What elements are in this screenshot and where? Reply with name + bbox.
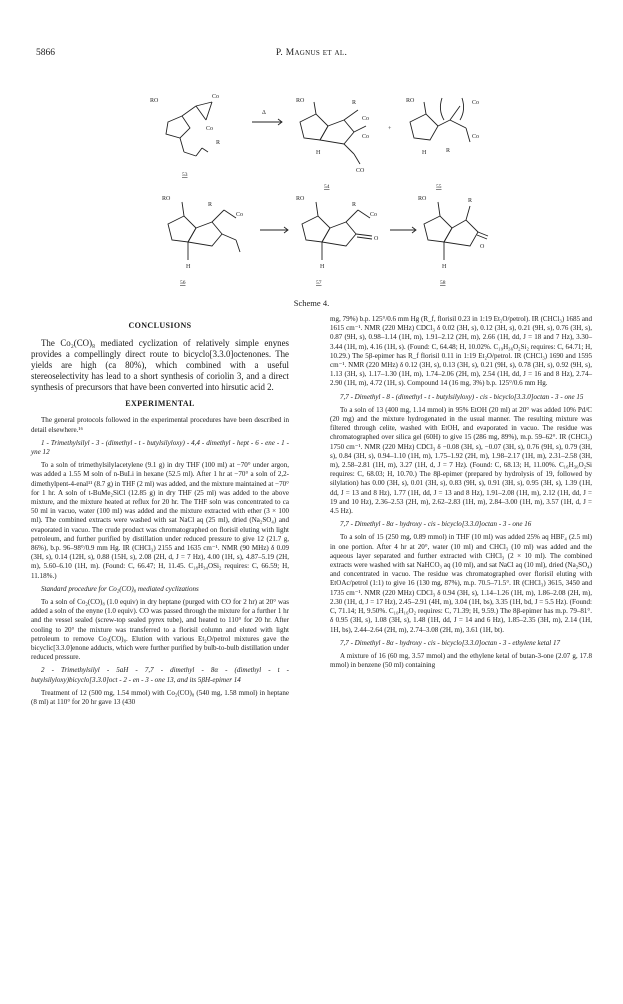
scheme-arrow-label: Δ <box>262 110 266 116</box>
compound-number-57: 57 <box>316 280 322 286</box>
label-h-54: H <box>316 150 321 156</box>
compound-13-procedure: Treatment of 12 (500 mg, 1.54 mmol) with Co₂(CO)₈ (540 mg, 1.58 mmol) in heptane (8 ml) at 110° for 20 hr gave 13 (430 <box>31 688 289 707</box>
scheme-plus: + <box>388 126 392 132</box>
compound-12-procedure: To a soln of trimethylsilylacetylene (9.1 g) in dry THF (100 ml) at −70° under argon, was added a 1.55 M soln of n-BuLi in hexane (52.5 ml). After 1 hr at −70° a soln of 2,2-dimethylpent-4-enal¹¹ (8.7 g) in THF (2 ml) was added, and the mixture maintained at −70° for 1 hr. A soln of t-BuMe₂SiCl (12.85 g) in dry THF (25 ml) was added to the above mixture, and the mixture heated at reflux for 20 hr. The THF soln was concentrated to ca 50 ml in vacuo, water (100 ml) was added and the mixture extracted with ether (3 × 100 ml). The combined extracts were washed with sat NaCl aq (25 ml), dried (Na₂SO₄) and evaporated in vacuo. The crude product was chromatographed on florisil eluting with light petroleum, and further purified by distillation under reduced pressure to give 12 (21.7 g, 86%), b.p. 96–98°/0.9 mm Hg. IR (CHCl₃) 2155 and 1635 cm⁻¹. NMR (90 MHz) δ 0.09 (3H, s), 0.14 (12H, s), 0.88 (15H, s), 2.08 (2H, d, J = 7 Hz), 4.00 (1H, s), 4.87–5.19 (2H, m), 5.60–6.10 (1H, m). (Found: C, 66.47; H, 11.45. C₁₈H₃₄OSi₂ requires: C, 66.59; H, 11.18%.) <box>31 461 289 580</box>
label-co-53b: Co <box>206 126 214 132</box>
compound-number-54: 54 <box>324 184 330 190</box>
label-co-56: Co <box>236 212 244 218</box>
reaction-scheme-drawing <box>140 80 490 295</box>
standard-procedure-text: To a soln of Co₂(CO)₈ (1.0 equiv) in dry heptane (purged with CO for 2 hr) at 20° was added a soln of the enyne (1.0 equiv). CO was passed through the mixture for a further 1 hr and the vessel sealed (screw-top sealed pyrex tube), and heated to 110° for 20 hr. After cooling to 20° the mixture was transferred to a florisil column and eluted with light petroleum to remove Co₂(CO)₈. Elution with various Et₂O/petrol mixtures gave the bicyclic[3.3.0]enone adducts, which were further purified by bulb-to-bulb distillation under reduced pressure. <box>31 598 289 662</box>
label-h-56: H <box>186 264 191 270</box>
left-column <box>31 315 289 711</box>
label-h-58: H <box>442 264 447 270</box>
label-o-57: O <box>374 236 379 242</box>
label-co-57: Co <box>370 212 378 218</box>
label-ro-58: RO <box>418 196 427 202</box>
compound-15-title: 7,7 - Dimethyl - 8 - (dimethyl - t - butylsilyloxy) - cis - bicyclo[3.3.0]octan - 3 - one 15 <box>340 392 584 401</box>
page-header <box>36 48 587 62</box>
label-ro-56: RO <box>162 196 171 202</box>
compound-12-title: 1 - Trimethylsilyl - 3 - (dimethyl - t - butylsilyloxy) - 4,4 - dimethyl - hept - 6 - ene - 1 - yne 12 <box>31 438 289 457</box>
label-r-56: R <box>208 202 213 208</box>
right-column <box>330 315 592 674</box>
label-co-54b: Co <box>362 134 370 140</box>
label-ro-53: RO <box>150 98 159 104</box>
label-co-55a: Co <box>472 100 480 106</box>
compound-number-56: 56 <box>180 280 186 286</box>
label-r-57: R <box>352 202 357 208</box>
compound-16-procedure: To a soln of 15 (250 mg, 0.89 mmol) in THF (10 ml) was added 25% aq HBF₄ (2.5 ml) in one portion. After 4 hr at 20°, water (10 ml) and CHCl₃ (10 ml) was added and the aqueous layer separated and further extracted with CHCl₃ (2 × 10 ml). The combined extracts were washed with sat NaHCO₃ aq (10 ml), and sat NaCl aq (10 ml), dried (Na₂SO₄) and concentrated in vacuo. The residue was chromatographed over florisil eluting with EtOAc/petrol (1:1) to give 16 (130 mg, 87%), m.p. 70.5–71.5°. IR (CHCl₃) 3615, 3450 and 1735 cm⁻¹. NMR (220 MHz) CDCl₃ δ 0.94 (3H, s), 1.14–1.26 (1H, m), 1.86–2.08 (2H, m), 2.30 (1H, d, J = 17 Hz), 2.45–2.91 (4H, m), 3.04 (1H, bs), 3.35 (1H, bd, J = 5.5 Hz). (Found: C, 71.14; H, 9.50%. C₁₀H₁₆O₂ requires: C, 71.39; H, 9.59.) The 8β-epimer has m.p. 79–81°. δ 0.95 (3H, s), 1.08 (3H, s), 1.48 (1H, dd, J = 14 and 6 Hz), 1.85–2.35 (3H, m), 2.14 (1H, 1H, bs), 2.44–2.64 (2H, m), 2.74–3.08 (2H, m), 3.61 (1H, bt). <box>330 533 592 634</box>
running-head: P. Magnus et al. <box>275 48 348 58</box>
label-h-57: H <box>320 264 325 270</box>
conclusions-heading: CONCLUSIONS <box>128 321 192 330</box>
compound-15-procedure: To a soln of 13 (400 mg, 1.14 mmol) in 95% EtOH (20 ml) at 20° was added 10% Pd/C (20 mg) and the mixture hydrogenated in the usual manner. The resulting mixture was filtered through celite, washed with EtOH, and evaporated in vacuo. The residue was chromatographed over silica gel (60H) to give 15 (286 mg, 89%), m.p. 59–62°. IR (CHCl₃) 1750 cm⁻¹. NMR (220 MHz) CDCl₃ δ −0.08 (3H, s), −0.07 (3H, s), 0.76 (9H, s), 0.79 (3H, s), 0.84 (3H, s), 0.94–1.10 (1H, m), 1.75–1.92 (2H, m), 1.98–2.17 (1H, m), 2.31–2.58 (3H, m), 2.58–2.81 (1H, m), 3.27 (1H, d, J = 7 Hz). (Found: C, 68.13; H, 11.00%. C₁₆H₃₀O₂Si requires: C, 68.03; H, 10.70.) The 8β-epimer (prepared by hydrolysis of 19, followed by silylation) has 0.00 (3H, s), 0.01 (3H, s), 0.83 (9H, s), 0.91 (3H, s), 0.95 (3H, s), 1.39 (1H, dd, J = 13 and 8 Hz), 1.77 (1H, dd, J = 13 and 8 Hz), 1.91–2.08 (1H, m), 2.12 (1H, dd, J = 19 and 10 Hz), 2.36–2.53 (2H, m), 2.62–2.83 (1H, m), 2.84–3.00 (1H, m), 3.57 (1H, d, J = 4.5 Hz). <box>330 405 592 516</box>
compound-17-procedure: A mixture of 16 (60 mg, 3.57 mmol) and the ethylene ketal of butan-3-one (2.07 g, 17.8 mmol) in benzene (50 ml) containing <box>330 651 592 670</box>
label-co-54a: Co <box>362 116 370 122</box>
standard-procedure-title: Standard procedure for Co₂(CO)₈ mediated cyclizations <box>41 584 199 593</box>
compound-13-title: 2 - Trimethylsilyl - 5aH - 7,7 - dimethyl - 8α - (dimethyl - t - butylsilyloxy)bicyclo[3.3.0]oct - 2 - en - 3 - one 13, and its 5βH-epimer 14 <box>31 666 289 684</box>
label-ro-55: RO <box>406 98 415 104</box>
experimental-intro: The general protocols followed in the experimental procedures have been described in detail elsewhere.¹⁶ <box>31 416 289 434</box>
label-h-55: H <box>422 150 427 156</box>
scheme-caption: Scheme 4. <box>293 298 330 308</box>
compound-16-title: 7,7 - Dimethyl - 8α - hydroxy - cis - bicyclo[3.3.0]octan - 3 - one 16 <box>340 520 532 529</box>
label-co-ligand-54: CO <box>356 168 365 174</box>
compound-number-53: 53 <box>182 172 188 178</box>
label-co-53a: Co <box>212 94 220 100</box>
compound-number-58: 58 <box>440 280 446 286</box>
label-r-54: R <box>352 100 357 106</box>
label-r-53: R <box>216 140 221 146</box>
label-r-55: R <box>446 148 451 154</box>
reaction-scheme-figure <box>140 80 490 295</box>
experimental-heading: EXPERIMENTAL <box>125 399 195 409</box>
label-ro-57: RO <box>296 196 305 202</box>
label-r-58: R <box>468 198 473 204</box>
conclusions-paragraph: The Co₂(CO)₈ mediated cyclization of relatively simple enynes provides a compellingly direct route to bicyclo[3.3.0]octenones. The yields are high (ca 80%), which combined with a useful stereoselectivity has lead to a short synthesis of coriolin 3, and a direct synthesis of precursors that have been converted into hirsutic acid 2. <box>31 338 289 393</box>
label-co-55b: Co <box>472 134 480 140</box>
page-number: 5866 <box>36 48 55 58</box>
compound-17-title: 7,7 - Dimethyl - 8α - hydroxy - cis - bicyclo[3.3.0]octan - 3 - ethylene ketal 17 <box>340 638 561 647</box>
compound-13-continued: mg, 79%) b.p. 125°/0.6 mm Hg (R_f, florisil 0.23 in 1:19 Et₂O/petrol). IR (CHCl₃) 1685 and 1615 cm⁻¹. NMR (220 MHz) CDCl₃ δ 0.02 (3H, s), 0.12 (3H, s), 0.21 (9H, s), 0.76 (3H, s), 0.87 (9H, s), 0.98–1.14 (1H, m), 1.91–2.12 (2H, m), 2.66 (1H, dd, J = 18 and 7 Hz), 3.30–3.44 (1H, m), 4.16 (1H, s). (Found: C, 64.48; H, 10.02%. C₁₉H₃₆O₂Si₂ requires: C, 64.71; H, 10.29.) The 5β-epimer has R_f florisil 0.11 in 1:19 Et₂O/petrol. IR (CHCl₃) 1690 and 1595 cm⁻¹. NMR (220 MHz) δ 0.12 (3H, s), 0.13 (3H, s), 0.21 (9H, s), 0.78 (3H, s), 0.92 (9H, s), 1.13 (3H, s), 1.17–1.30 (1H, m), 1.74–2.06 (2H, m), 2.54 (1H, dd, J = 16 and 8 Hz), 2.74–2.90 (1H, m), 4.72 (1H, s). Compound 14 (16 mg, 3%) b.p. 125°/0.6 mm Hg. <box>330 315 592 388</box>
label-ro-54: RO <box>296 98 305 104</box>
compound-number-55: 55 <box>436 184 442 190</box>
label-o-58: O <box>480 244 485 250</box>
